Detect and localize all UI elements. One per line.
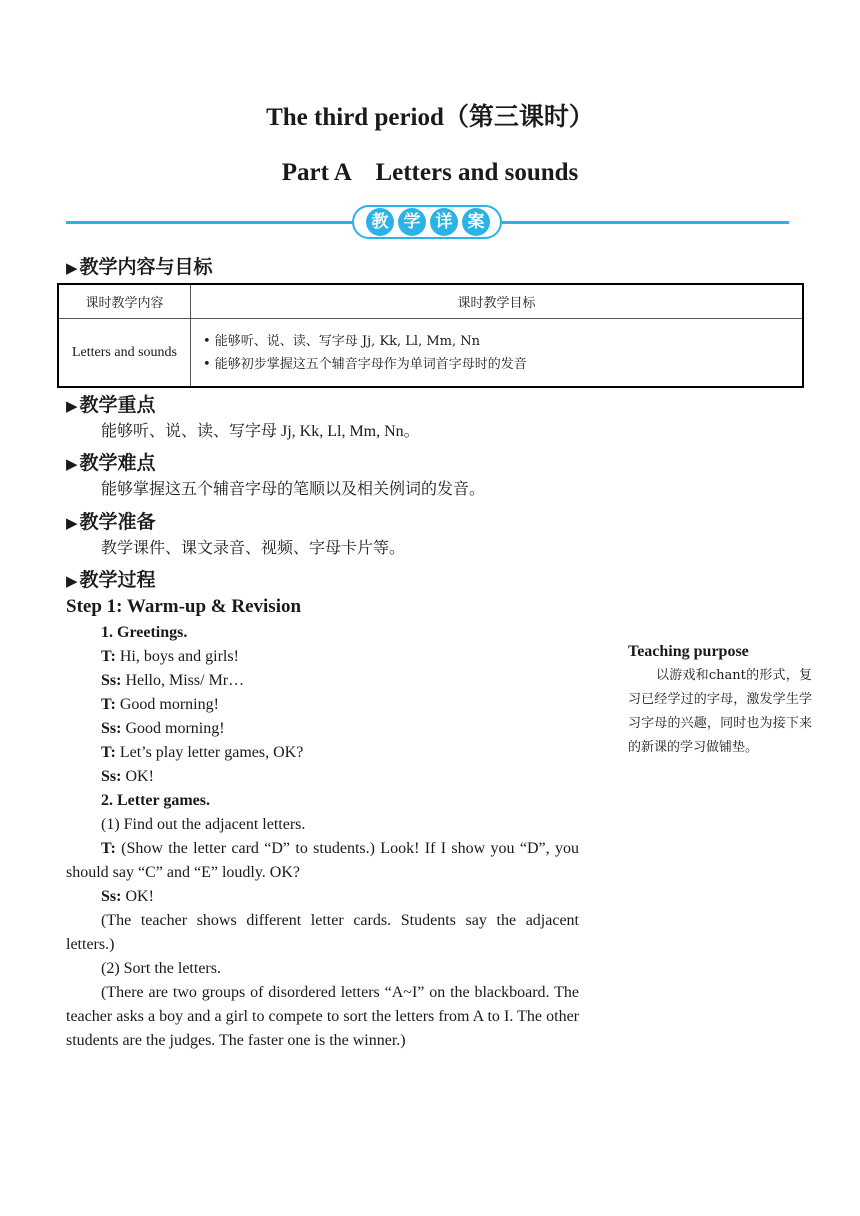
sort-letters-title: (2) Sort the letters. bbox=[101, 960, 221, 977]
banner-char: 学 bbox=[398, 208, 426, 236]
find-adjacent-title: (1) Find out the adjacent letters. bbox=[101, 816, 306, 833]
table-header-content: 课时教学内容 bbox=[58, 284, 191, 319]
triangle-icon: ▶ bbox=[66, 259, 78, 277]
dialog-line: Ss: Hello, Miss/ Mr… bbox=[101, 672, 245, 689]
dialog-line: T: Good morning! bbox=[101, 696, 219, 713]
banner-badge bbox=[352, 205, 502, 239]
preparation-text: 教学课件、课文录音、视频、字母卡片等。 bbox=[101, 540, 406, 557]
dialog-line: T: Let’s play letter games, OK? bbox=[101, 744, 304, 761]
teaching-purpose-text: 以游戏和chant的形式，复习已经学过的字母，激发学生学习字母的兴趣，同时也为接下来的新课的学习做铺垫。 bbox=[628, 668, 812, 755]
section-heading-content-goals: ▶ 教学内容与目标 bbox=[66, 256, 213, 278]
banner-char: 教 bbox=[366, 208, 394, 236]
students-reply: Ss: OK! bbox=[101, 888, 154, 905]
key-points-text: 能够听、说、读、写字母 Jj, Kk, Ll, Mm, Nn。 bbox=[101, 423, 420, 440]
greetings-title: 1. Greetings. bbox=[101, 624, 188, 641]
section-heading-key-points: ▶ 教学重点 bbox=[66, 394, 156, 416]
table-cell-goals bbox=[191, 319, 804, 388]
difficulties-text: 能够掌握这五个辅音字母的笔顺以及相关例词的发音。 bbox=[101, 481, 486, 498]
triangle-icon: ▶ bbox=[66, 397, 78, 415]
table-cell-content: Letters and sounds bbox=[58, 319, 191, 388]
triangle-icon: ▶ bbox=[66, 572, 78, 590]
banner-right-line bbox=[500, 221, 789, 224]
teaching-purpose-heading: Teaching purpose bbox=[628, 643, 749, 660]
page-subtitle: Part A Letters and sounds bbox=[281, 159, 579, 186]
step-title: Step 1: Warm-up & Revision bbox=[66, 596, 302, 617]
goal-item: • 能够听、说、读、写字母 Jj, Kk, Ll, Mm, Nn bbox=[203, 333, 480, 349]
banner-left-line bbox=[66, 221, 356, 224]
section-heading-process: ▶ 教学过程 bbox=[66, 569, 156, 591]
objectives-table bbox=[57, 283, 804, 388]
goal-item: • 能够初步掌握这五个辅音字母作为单词首字母时的发音 bbox=[203, 356, 527, 372]
banner-char: 案 bbox=[462, 208, 490, 236]
sort-letters-description: (There are two groups of disordered letters “A~I” on the blackboard. The teacher asks a boy and a girl to compete to sort the letters from A to I. The other students are the judges. The faster one is the winner.) bbox=[66, 984, 579, 1049]
dialog-line: T: Hi, boys and girls! bbox=[101, 648, 239, 665]
teacher-instruction: T: (Show the letter card “D” to students.) Look! If I show you “D”, you should say “C” and “E” loudly. OK? bbox=[66, 840, 579, 881]
triangle-icon: ▶ bbox=[66, 514, 78, 532]
section-heading-preparation: ▶ 教学准备 bbox=[66, 511, 156, 533]
banner-char: 详 bbox=[430, 208, 458, 236]
dialog-line: Ss: Good morning! bbox=[101, 720, 225, 737]
teacher-shows-text: (The teacher shows different letter cards. Students say the adjacent letters.) bbox=[66, 912, 579, 953]
triangle-icon: ▶ bbox=[66, 455, 78, 473]
section-heading-difficulties: ▶ 教学难点 bbox=[66, 452, 156, 474]
table-header-goals: 课时教学目标 bbox=[191, 284, 804, 319]
page-title: The third period（第三课时） bbox=[266, 104, 594, 131]
letter-games-title: 2. Letter games. bbox=[101, 792, 210, 809]
dialog-line: Ss: OK! bbox=[101, 768, 154, 785]
